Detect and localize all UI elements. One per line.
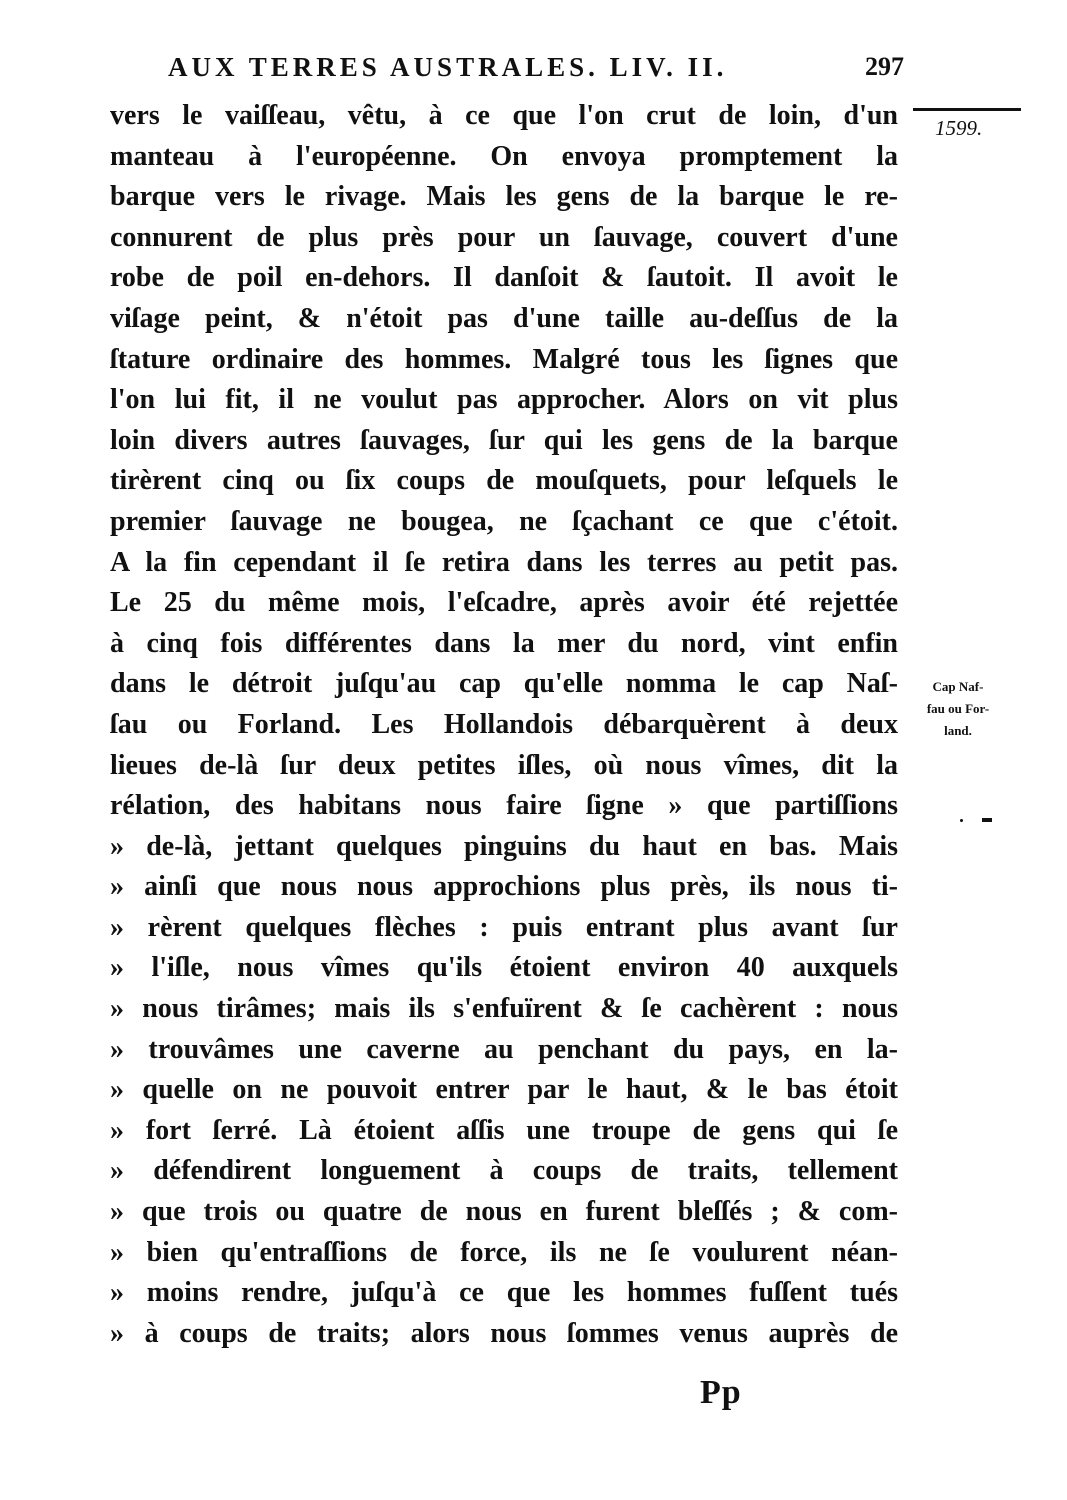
- page-number: 297: [865, 52, 904, 81]
- text-line: manteau à l'européenne. On envoya promptement la: [110, 140, 898, 172]
- text-line: » trouvâmes une caverne au penchant du pays, en la-: [110, 1033, 898, 1065]
- margin-rule: [913, 108, 1021, 111]
- signature-mark: Pp: [700, 1374, 742, 1411]
- margin-note-line: land.: [944, 723, 972, 738]
- text-line: » moins rendre, juſqu'à ce que les hommes fuſſent tués: [110, 1277, 898, 1309]
- text-line: » que trois ou quatre de nous en furent bleſſés ; & com-: [110, 1196, 898, 1228]
- margin-note-line: Cap Naf-: [932, 679, 984, 694]
- margin-mark: [960, 816, 1000, 826]
- text-line: A la fin cependant il ſe retira dans les terres au petit pas.: [110, 546, 898, 578]
- running-head: [168, 52, 904, 92]
- text-line: rélation, des habitans nous faire ſigne » que partiſſions: [110, 790, 898, 822]
- text-line: ſtature ordinaire des hommes. Malgré tous les ſignes que: [110, 343, 898, 375]
- text-line: » bien qu'entraſſions de force, ils ne ſe voulurent néan-: [110, 1236, 898, 1268]
- body-text: [110, 96, 898, 1354]
- text-line: ſau ou Forland. Les Hollandois débarquèrent à deux: [110, 708, 898, 740]
- text-line: premier ſauvage ne bougea, ne ſçachant ce que c'étoit.: [110, 505, 898, 537]
- text-line: robe de poil en-dehors. Il danſoit & ſautoit. Il avoit le: [110, 262, 898, 294]
- text-line: » défendirent longuement à coups de traits, tellement: [110, 1155, 898, 1187]
- text-line: à cinq fois différentes dans la mer du nord, vint enfin: [110, 627, 898, 659]
- margin-note: [903, 676, 1013, 742]
- text-line: » ainſi que nous nous approchions plus près, ils nous ti-: [110, 871, 898, 903]
- text-line: » de-là, jettant quelques pinguins du haut en bas. Mais: [110, 830, 898, 862]
- margin-dot: [960, 819, 963, 822]
- text-line: » nous tirâmes; mais ils s'enfuïrent & ſe cachèrent : nous: [110, 993, 898, 1025]
- margin-note-line: fau ou For-: [926, 701, 990, 716]
- margin-year: 1599.: [935, 116, 983, 140]
- text-line: vers le vaiſſeau, vêtu, à ce que l'on crut de loin, d'un: [110, 100, 898, 131]
- text-line: connurent de plus près pour un ſauvage, couvert d'une: [110, 221, 898, 253]
- text-line: l'on lui fit, il ne voulut pas approcher. Alors on vit plus: [110, 384, 898, 416]
- margin-dash: [982, 818, 992, 822]
- text-line: lieues de-là ſur deux petites iſles, où nous vîmes, dit la: [110, 749, 898, 781]
- text-line: » fort ſerré. Là étoient aſſis une troupe de gens qui ſe: [110, 1114, 898, 1146]
- text-line: » l'iſle, nous vîmes qu'ils étoient environ 40 auxquels: [110, 952, 898, 984]
- text-line: barque vers le rivage. Mais les gens de la barque le re-: [110, 181, 898, 213]
- text-line: dans le détroit juſqu'au cap qu'elle nomma le cap Naſ-: [110, 668, 898, 700]
- text-line: loin divers autres ſauvages, ſur qui les gens de la barque: [110, 424, 898, 456]
- text-line: » quelle on ne pouvoit entrer par le haut, & le bas étoit: [110, 1074, 898, 1106]
- text-line: tirèrent cinq ou ſix coups de mouſquets, pour leſquels le: [110, 465, 898, 497]
- text-line: » rèrent quelques flèches : puis entrant plus avant ſur: [110, 911, 898, 943]
- running-title: AUX TERRES AUSTRALES. LIV. II.: [168, 52, 728, 82]
- text-line: Le 25 du même mois, l'eſcadre, après avoir été rejettée: [110, 587, 898, 619]
- text-line: viſage peint, & n'étoit pas d'une taille au-deſſus de la: [110, 302, 898, 334]
- text-line: » à coups de traits; alors nous ſommes venus auprès de: [110, 1317, 898, 1349]
